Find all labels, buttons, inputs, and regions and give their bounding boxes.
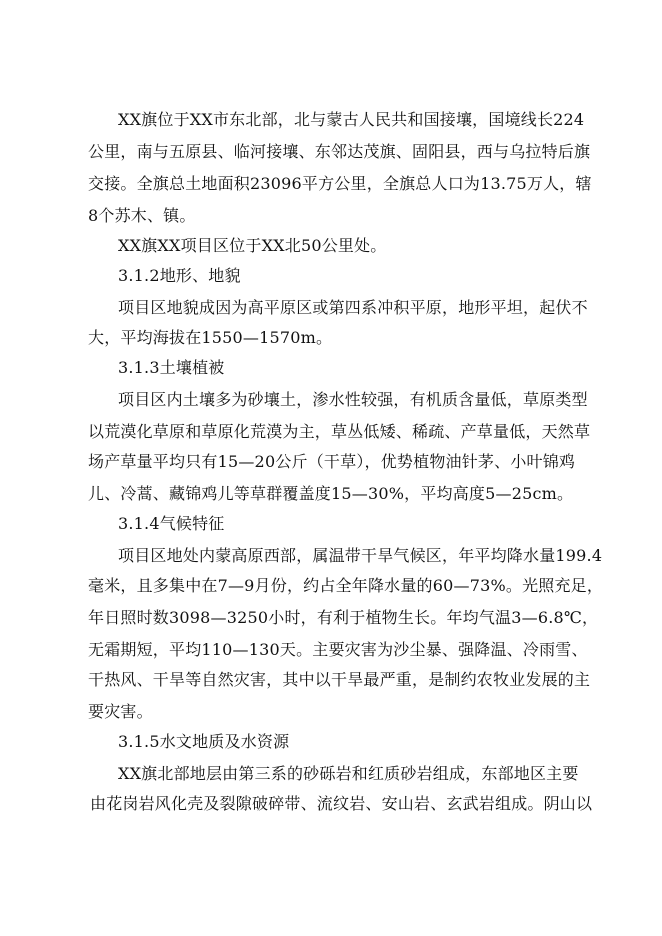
section-heading: 3.1.2地形、地貌 [118,266,241,285]
paragraph-line: 毫米，且多集中在7—9月份，约占全年降水量的60—73%。光照充足， [88,576,604,595]
section-heading: 3.1.3土壤植被 [118,358,225,377]
paragraph-line: 年日照时数3098—3250小时，有利于植物生长。年均气温3—6.8℃， [88,608,599,627]
paragraph-line: 场产草量平均只有15—20公斤（干草），优势植物油针茅、小叶锦鸡 [88,452,576,471]
paragraph-line: XX旗XX项目区位于XX北50公里处。 [118,236,387,255]
paragraph-line: 项目区地处内蒙高原西部，属温带干旱气候区，年平均降水量199.4 [118,546,603,565]
paragraph-line: 项目区地貌成因为高平原区或第四系冲积平原，地形平坦，起伏不 [118,298,588,317]
section-heading: 3.1.5水文地质及水资源 [118,732,290,751]
paragraph-line: 8个苏木、镇。 [88,206,196,225]
paragraph-line: 以荒漠化草原和草原化荒漠为主，草丛低矮、稀疏、产草量低，天然草 [88,422,591,441]
paragraph-line: 大，平均海拔在1550—1570m。 [88,328,333,347]
paragraph-line: 交接。全旗总土地面积23096平方公里，全旗总人口为13.75万人，辖 [88,174,592,193]
paragraph-line: 由花岗岩风化壳及裂隙破碎带、流纹岩、安山岩、玄武岩组成。阴山以 [90,794,593,813]
paragraph-line: XX旗北部地层由第三系的砂砾岩和红质砂岩组成，东部地区主要 [118,764,579,783]
paragraph-line: XX旗位于XX市东北部，北与蒙古人民共和国接壤，国境线长224 [118,110,585,129]
paragraph-line: 项目区内土壤多为砂壤土，渗水性较强，有机质含量低，草原类型 [118,390,588,409]
paragraph-line: 要灾害。 [88,702,153,721]
section-heading: 3.1.4气候特征 [118,514,225,533]
paragraph-line: 无霜期短，平均110—130天。主要灾害为沙尘暴、强降温、冷雨雪、 [88,640,588,659]
paragraph-line: 公里，南与五原县、临河接壤、东邻达茂旗、固阳县，西与乌拉特后旗 [88,142,591,161]
paragraph-line: 干热风、干旱等自然灾害，其中以干旱最严重，是制约农牧业发展的主 [88,670,591,689]
paragraph-line: 儿、冷蒿、藏锦鸡儿等草群覆盖度15—30%，平均高度5—25cm。 [88,484,574,503]
